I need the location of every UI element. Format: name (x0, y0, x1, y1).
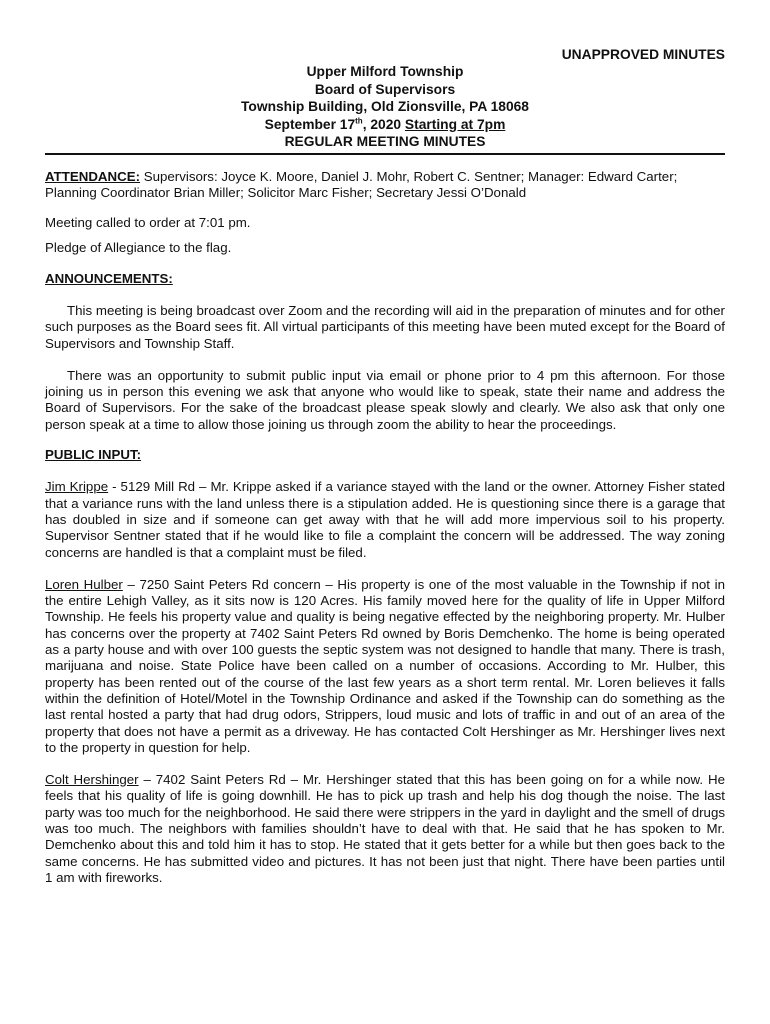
announcement-paragraph: This meeting is being broadcast over Zoom and the recording will aid in the preparation of minutes and for other such purposes as the Board sees fit. All virtual participants of this meeting have been muted except for the Board of Supervisors and Township Staff. (45, 302, 725, 351)
document-header (45, 63, 725, 151)
announcement-paragraph: There was an opportunity to submit public input via email or phone prior to 4 pm this afternoon. For those joining us in person this evening we ask that anyone who would like to speak, state their name and address the Board of Supervisors. For the sake of the broadcast please speak slowly and clearly. We also ask that only one person speak at a time to allow those joining us through zoom the ability to hear the proceedings. (45, 367, 725, 432)
call-to-order: Meeting called to order at 7:01 pm. (45, 215, 251, 231)
attendance-paragraph (45, 169, 725, 202)
public-input-heading (45, 447, 725, 463)
attendance-text: Supervisors: Joyce K. Moore, Daniel J. Mohr, Robert C. Sentner; Manager: Edward Carter; Planning Coordinator Brian Miller; Solicitor Marc Fisher; Secretary Jessi O’Donald (45, 168, 678, 200)
header-divider (45, 153, 725, 155)
township-name: Upper Milford Township (306, 64, 464, 79)
attendance-label: ATTENDANCE: (45, 168, 141, 184)
speaker-comment: - 5129 Mill Rd – Mr. Krippe asked if a variance stayed with the land or the owner. Attorney Fisher stated that a variance runs with the land unless there is a stipulation added. He is questioning since there is a garage that has doubled in size and if someone can get away with that he will add more impervious soil to his property. Supervisor Sentner stated that if he would like to file a complaint the concern will be addressed. The way zoning concerns are handled is that a complaint must be filed. (45, 479, 725, 560)
announcements-heading-text: ANNOUNCEMENTS: (45, 270, 173, 286)
speaker-name: Loren Hulber (45, 576, 123, 592)
speaker-name: Jim Krippe (45, 479, 109, 495)
speaker-comment: – 7250 Saint Peters Rd concern – His property is one of the most valuable in the Township if not in the entire Lehigh Valley, as it sits now is 120 Acres. His family moved here for the quality of life in Upper Milford Township. He feels his property value and quality is being negative effected by the neighboring property. Mr. Hulber has concerns over the property at 7402 Saint Peters Rd owned by Boris Demchenko. The home is being operated as a party house and with over 100 guests the septic system was not designed to handle that many. There is trash, marijuana and noise. State Police have been called on a number of occasions. According to Mr. Hulber, this property has been rented out of the course of the last few years as a short term rental. Mr. Loren believes it falls within the definition of Hotel/Motel in the Township Ordinance and asked if the Township can do something as the last rental hosted a party that had drug odors, Strippers, loud music and lots of traffic in and out of an area of the property that does not have a permit as a driveway. He has contacted Colt Hershinger as Mr. Hershinger lives next to the property in question for help. (45, 576, 725, 755)
public-input-entry (45, 577, 725, 756)
board-name: Board of Supervisors (314, 81, 456, 97)
public-input-entry (45, 479, 725, 560)
speaker-comment: – 7402 Saint Peters Rd – Mr. Hershinger stated that this has been going on for a while now. He feels that his quality of life is going downhill. He has to pick up trash and help his dog though the noise. The last party was too much for the neighborhood. He said there were strippers in the yard in daylight and the smell of drugs was too much. The neighbors with families shouldn’t have to deal with that. He said that he has spoken to Mr. Demchenko about this and told him it has to stop. He stated that it gets better for a while but then goes back to the same concerns. He has submitted video and pictures. It has not been just that night. There have been parties until 1 am with fireworks. (45, 772, 725, 885)
meeting-date (45, 116, 725, 134)
announcements-heading (45, 271, 725, 287)
meeting-date-ordinal: th (355, 115, 363, 125)
meeting-location: Township Building, Old Zionsville, PA 18068 (241, 99, 529, 114)
document-status: UNAPPROVED MINUTES (561, 47, 725, 62)
meeting-type: REGULAR MEETING MINUTES (284, 134, 486, 149)
public-input-heading-text: PUBLIC INPUT: (45, 447, 142, 463)
meeting-date-day: September 17 (264, 116, 356, 132)
speaker-name: Colt Hershinger (45, 772, 139, 788)
meeting-start-time: Starting at 7pm (404, 116, 506, 132)
public-input-entry (45, 772, 725, 886)
meeting-date-year: , 2020 (362, 116, 405, 132)
pledge: Pledge of Allegiance to the flag. (45, 240, 232, 256)
